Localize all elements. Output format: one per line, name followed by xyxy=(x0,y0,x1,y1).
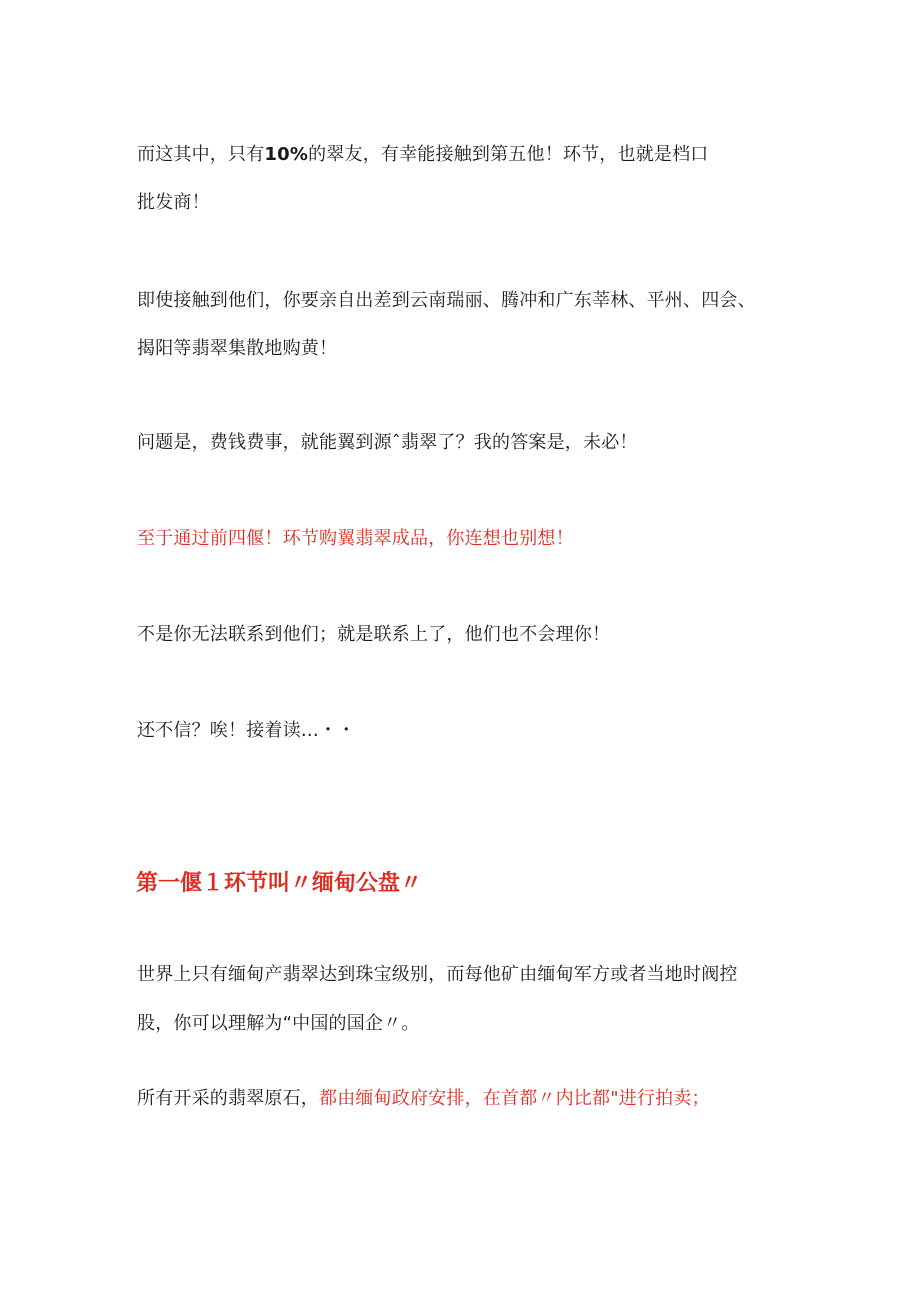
paragraph-2-line-2: 揭阳等翡翠集散地购黄！ xyxy=(137,338,338,359)
paragraph-7-line-1: 世界上只有缅甸产翡翠达到珠宝级别，而每他矿由缅甸军方或者当地时阀控 xyxy=(137,964,738,985)
paragraph-5: 不是你无法联系到他们；就是联系上了，他们也不会理你！ xyxy=(137,624,611,645)
paragraph-2-line-1: 即使接触到他们，你要亲自出差到云南瑞丽、腾冲和广东莘林、平州、四会、 xyxy=(137,290,756,311)
paragraph-8 xyxy=(137,1087,710,1111)
paragraph-4-highlight: 至于通过前四偃！环节购翼翡翠成品，你连想也别想！ xyxy=(137,528,574,549)
paragraph-6: 还不信？唉！接着读…・・ xyxy=(137,720,356,741)
paragraph-7-line-2: 股，你可以理解为“中国的国企〃。 xyxy=(137,1013,420,1034)
paragraph-1-line-1 xyxy=(137,143,709,167)
text-span: 的翠友，有幸能接触到第五他！环节，也就是档口 xyxy=(308,144,709,165)
percent-value: 10% xyxy=(264,144,309,165)
paragraph-3: 问题是，费钱费事，就能翼到源ˆ翡翠了？我的答案是，未必！ xyxy=(137,432,638,453)
text-span: 而这其中，只有 xyxy=(137,144,265,165)
text-span: 所有开采的翡翠原石， xyxy=(137,1088,319,1109)
highlight-span: 都由缅甸政府安排，在首都〃内比都"进行拍卖； xyxy=(319,1088,710,1109)
paragraph-1-line-2: 批发商！ xyxy=(137,192,210,213)
section-heading: 第一偃１环节叫〃缅甸公盘〃 xyxy=(136,871,423,896)
